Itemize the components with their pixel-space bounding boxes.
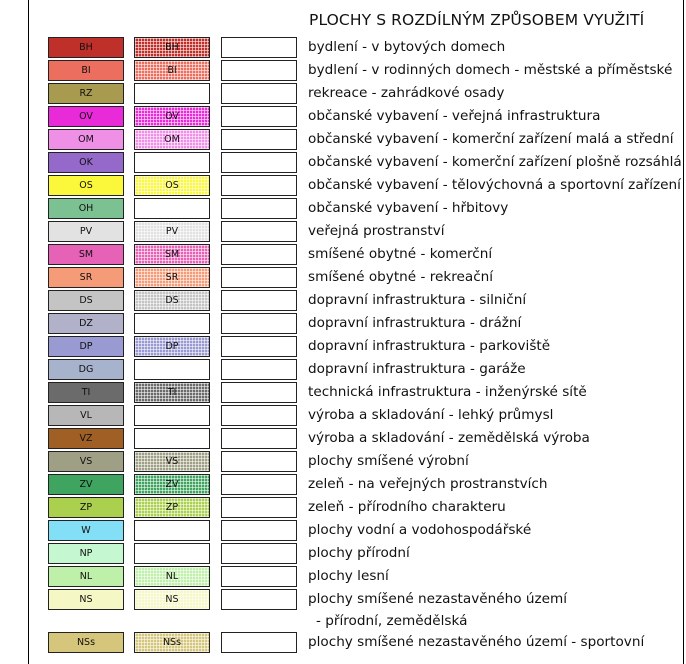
legend-swatch-empty bbox=[134, 405, 210, 426]
legend-swatch-solid: DS bbox=[48, 290, 124, 311]
legend-title: PLOCHY S ROZDÍLNÝM ZPŮSOBEM VYUŽITÍ bbox=[309, 11, 645, 29]
legend-label: dopravní infrastruktura - drážní bbox=[308, 315, 522, 331]
legend-swatch-hatched: NSs bbox=[134, 632, 210, 653]
legend-swatch-solid: OH bbox=[48, 198, 124, 219]
legend-swatch-hatched: BI bbox=[134, 60, 210, 81]
legend-swatch-blank bbox=[221, 290, 297, 311]
legend-label: plochy smíšené nezastavěného území bbox=[308, 591, 567, 607]
legend-label: rekreace - zahrádkové osady bbox=[308, 85, 505, 101]
legend-label: plochy lesní bbox=[308, 568, 389, 584]
legend-swatch-solid: DZ bbox=[48, 313, 124, 334]
legend-row bbox=[0, 37, 686, 58]
legend-swatch-blank bbox=[221, 152, 297, 173]
legend-swatch-blank bbox=[221, 37, 297, 58]
legend-swatch-blank bbox=[221, 175, 297, 196]
legend-row bbox=[0, 359, 686, 380]
legend-swatch-hatched: OV bbox=[134, 106, 210, 127]
legend-swatch-solid: PV bbox=[48, 221, 124, 242]
legend-row bbox=[0, 129, 686, 150]
legend-swatch-empty bbox=[134, 152, 210, 173]
legend-swatch-hatched: TI bbox=[134, 382, 210, 403]
legend-swatch-solid: BI bbox=[48, 60, 124, 81]
legend-row bbox=[0, 520, 686, 541]
legend-swatch-hatched: ZP bbox=[134, 497, 210, 518]
legend-label-continuation: - přírodní, zemědělská bbox=[316, 613, 468, 629]
legend-swatch-solid: VZ bbox=[48, 428, 124, 449]
legend-label: bydlení - v rodinných domech - městské a příměstské bbox=[308, 62, 673, 78]
legend-swatch-empty bbox=[134, 359, 210, 380]
legend-label: plochy smíšené výrobní bbox=[308, 453, 469, 469]
legend-label: veřejná prostranství bbox=[308, 223, 445, 239]
legend-swatch-hatched: DP bbox=[134, 336, 210, 357]
legend-swatch-hatched: OM bbox=[134, 129, 210, 150]
legend-swatch-hatched: ZV bbox=[134, 474, 210, 495]
legend-swatch-solid: VL bbox=[48, 405, 124, 426]
legend-swatch-hatched: DS bbox=[134, 290, 210, 311]
legend-swatch-solid: NS bbox=[48, 589, 124, 610]
legend-row bbox=[0, 267, 686, 288]
legend-swatch-solid: RZ bbox=[48, 83, 124, 104]
legend-swatch-blank bbox=[221, 198, 297, 219]
legend-swatch-solid: TI bbox=[48, 382, 124, 403]
legend-swatch-blank bbox=[221, 474, 297, 495]
legend-label: výroba a skladování - zemědělská výroba bbox=[308, 430, 590, 446]
legend-swatch-solid: SM bbox=[48, 244, 124, 265]
legend-swatch-solid: ZP bbox=[48, 497, 124, 518]
legend-label: občanské vybavení - veřejná infrastruktura bbox=[308, 108, 601, 124]
legend-row bbox=[0, 336, 686, 357]
legend-swatch-blank bbox=[221, 359, 297, 380]
legend-row bbox=[0, 428, 686, 449]
legend-swatch-blank bbox=[221, 566, 297, 587]
legend-label: občanské vybavení - komerční zařízení malá a střední bbox=[308, 131, 674, 147]
legend-label: zeleň - přírodního charakteru bbox=[308, 499, 506, 515]
legend-row bbox=[0, 632, 686, 653]
legend-swatch-blank bbox=[221, 267, 297, 288]
legend-swatch-empty bbox=[134, 520, 210, 541]
legend-swatch-empty bbox=[134, 543, 210, 564]
legend-row bbox=[0, 83, 686, 104]
legend-row bbox=[0, 313, 686, 334]
legend-label: plochy smíšené nezastavěného území - sportovní bbox=[308, 634, 645, 650]
legend-swatch-blank bbox=[221, 60, 297, 81]
legend-row bbox=[0, 60, 686, 81]
legend-swatch-blank bbox=[221, 129, 297, 150]
legend-swatch-blank bbox=[221, 382, 297, 403]
legend-label: plochy vodní a vodohospodářské bbox=[308, 522, 532, 538]
legend-label: občanské vybavení - hřbitovy bbox=[308, 200, 509, 216]
legend-swatch-blank bbox=[221, 405, 297, 426]
legend-row bbox=[0, 382, 686, 403]
legend-row bbox=[0, 175, 686, 196]
legend-label: bydlení - v bytových domech bbox=[308, 39, 506, 55]
legend-row bbox=[0, 106, 686, 127]
legend-row bbox=[0, 543, 686, 564]
legend-swatch-hatched: BH bbox=[134, 37, 210, 58]
legend-swatch-empty bbox=[134, 198, 210, 219]
legend-swatch-solid: VS bbox=[48, 451, 124, 472]
legend-label: občanské vybavení - komerční zařízení plošně rozsáhlá bbox=[308, 154, 682, 170]
legend-row bbox=[0, 198, 686, 219]
legend-label: plochy přírodní bbox=[308, 545, 410, 561]
legend-swatch-solid: BH bbox=[48, 37, 124, 58]
legend-row bbox=[0, 474, 686, 495]
legend-swatch-solid: W bbox=[48, 520, 124, 541]
legend-swatch-empty bbox=[134, 313, 210, 334]
legend-label: zeleň - na veřejných prostranstvích bbox=[308, 476, 548, 492]
legend-swatch-solid: OS bbox=[48, 175, 124, 196]
legend-swatch-hatched: SM bbox=[134, 244, 210, 265]
legend-swatch-hatched: NL bbox=[134, 566, 210, 587]
legend-label: dopravní infrastruktura - garáže bbox=[308, 361, 526, 377]
legend-swatch-blank bbox=[221, 106, 297, 127]
legend-swatch-solid: OM bbox=[48, 129, 124, 150]
legend-swatch-solid: DP bbox=[48, 336, 124, 357]
legend-swatch-hatched: NS bbox=[134, 589, 210, 610]
legend-swatch-hatched: PV bbox=[134, 221, 210, 242]
legend-swatch-blank bbox=[221, 589, 297, 610]
legend-swatch-blank bbox=[221, 428, 297, 449]
legend-swatch-blank bbox=[221, 543, 297, 564]
legend-label: výroba a skladování - lehký průmysl bbox=[308, 407, 554, 423]
legend-row bbox=[0, 221, 686, 242]
legend-label: technická infrastruktura - inženýrské sítě bbox=[308, 384, 587, 400]
legend-swatch-blank bbox=[221, 244, 297, 265]
legend-label: smíšené obytné - komerční bbox=[308, 246, 493, 262]
legend-swatch-blank bbox=[221, 632, 297, 653]
legend-swatch-blank bbox=[221, 520, 297, 541]
legend-label: smíšené obytné - rekreační bbox=[308, 269, 494, 285]
legend-label: občanské vybavení - tělovýchovná a sportovní zařízení bbox=[308, 177, 681, 193]
legend-row bbox=[0, 497, 686, 518]
legend-swatch-solid: NL bbox=[48, 566, 124, 587]
legend-swatch-hatched: OS bbox=[134, 175, 210, 196]
legend-swatch-solid: DG bbox=[48, 359, 124, 380]
legend-swatch-solid: OK bbox=[48, 152, 124, 173]
legend-swatch-solid: ZV bbox=[48, 474, 124, 495]
legend-swatch-blank bbox=[221, 497, 297, 518]
legend-row bbox=[0, 290, 686, 311]
legend-swatch-blank bbox=[221, 313, 297, 334]
legend-row bbox=[0, 589, 686, 629]
legend-swatch-hatched: SR bbox=[134, 267, 210, 288]
legend-label: dopravní infrastruktura - silniční bbox=[308, 292, 527, 308]
legend-row bbox=[0, 152, 686, 173]
legend-swatch-empty bbox=[134, 428, 210, 449]
legend-swatch-hatched: VS bbox=[134, 451, 210, 472]
legend-swatch-blank bbox=[221, 336, 297, 357]
legend-swatch-solid: NP bbox=[48, 543, 124, 564]
legend-swatch-solid: SR bbox=[48, 267, 124, 288]
legend-row bbox=[0, 566, 686, 587]
legend-row bbox=[0, 244, 686, 265]
legend-label: dopravní infrastruktura - parkoviště bbox=[308, 338, 551, 354]
legend-swatch-solid: OV bbox=[48, 106, 124, 127]
legend-swatch-blank bbox=[221, 83, 297, 104]
legend-row bbox=[0, 405, 686, 426]
legend-row bbox=[0, 451, 686, 472]
legend-swatch-empty bbox=[134, 83, 210, 104]
legend-swatch-blank bbox=[221, 451, 297, 472]
legend-swatch-solid: NSs bbox=[48, 632, 124, 653]
legend-swatch-blank bbox=[221, 221, 297, 242]
